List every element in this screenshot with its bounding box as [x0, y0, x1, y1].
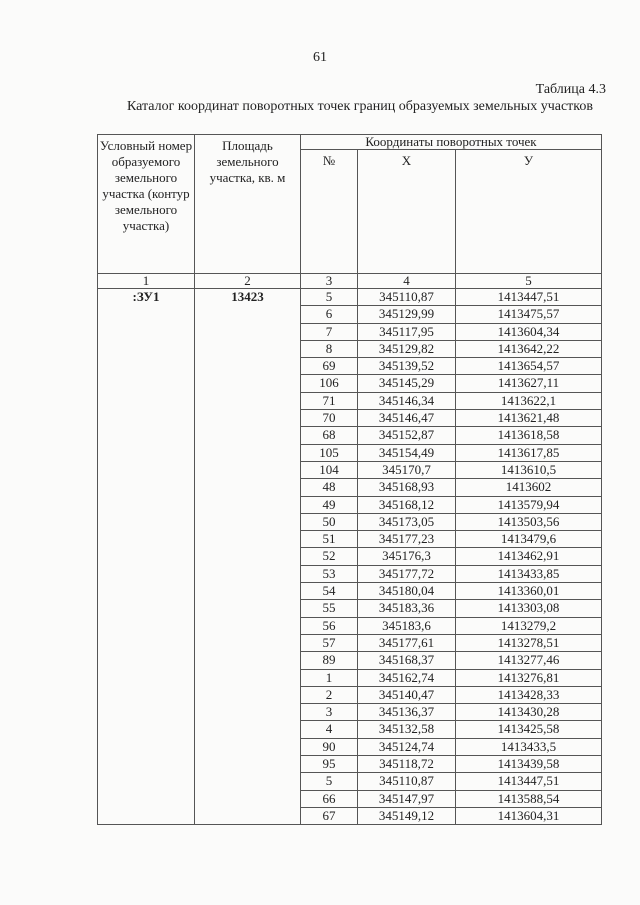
y-coordinate-cell: 1413604,31	[456, 807, 602, 824]
point-number-cell: 52	[301, 548, 358, 565]
y-coordinate-cell: 1413602	[456, 479, 602, 496]
y-coordinate-cell: 1413425,58	[456, 721, 602, 738]
table-label: Таблица 4.3	[535, 82, 606, 97]
y-coordinate-cell: 1413479,6	[456, 531, 602, 548]
point-number-cell: 6	[301, 306, 358, 323]
y-coordinate-cell: 1413447,51	[456, 289, 602, 306]
point-number-cell: 57	[301, 634, 358, 651]
y-coordinate-cell: 1413430,28	[456, 704, 602, 721]
point-number-cell: 89	[301, 652, 358, 669]
point-number-cell: 48	[301, 479, 358, 496]
x-coordinate-cell: 345129,99	[358, 306, 456, 323]
y-coordinate-cell: 1413439,58	[456, 756, 602, 773]
column-number: 5	[456, 274, 602, 289]
x-coordinate-cell: 345183,36	[358, 600, 456, 617]
table-caption: Каталог координат поворотных точек границ образуемых земельных участков	[127, 99, 593, 114]
y-coordinate-cell: 1413433,85	[456, 565, 602, 582]
point-number-cell: 106	[301, 375, 358, 392]
y-coordinate-cell: 1413604,34	[456, 323, 602, 340]
x-coordinate-cell: 345118,72	[358, 756, 456, 773]
point-number-cell: 105	[301, 444, 358, 461]
x-coordinate-cell: 345168,12	[358, 496, 456, 513]
x-coordinate-cell: 345177,23	[358, 531, 456, 548]
x-coordinate-cell: 345180,04	[358, 583, 456, 600]
point-number-cell: 5	[301, 289, 358, 306]
y-coordinate-cell: 1413279,2	[456, 617, 602, 634]
point-number-cell: 7	[301, 323, 358, 340]
point-number-cell: 1	[301, 669, 358, 686]
x-coordinate-cell: 345110,87	[358, 289, 456, 306]
y-coordinate-cell: 1413278,51	[456, 634, 602, 651]
parcel-area: 13423	[195, 289, 301, 825]
x-coordinate-cell: 345152,87	[358, 427, 456, 444]
point-number-cell: 56	[301, 617, 358, 634]
y-coordinate-cell: 1413475,57	[456, 306, 602, 323]
x-coordinate-cell: 345173,05	[358, 513, 456, 530]
header-x: X	[358, 150, 456, 274]
x-coordinate-cell: 345176,3	[358, 548, 456, 565]
point-number-cell: 55	[301, 600, 358, 617]
header-parcel-number: Условный номер образуемого земельного участка (контур земельного участка)	[98, 135, 195, 274]
point-number-cell: 70	[301, 410, 358, 427]
point-number-cell: 51	[301, 531, 358, 548]
x-coordinate-cell: 345170,7	[358, 461, 456, 478]
point-number-cell: 69	[301, 358, 358, 375]
parcel-id: :ЗУ1	[98, 289, 195, 825]
y-coordinate-cell: 1413618,58	[456, 427, 602, 444]
x-coordinate-cell: 345136,37	[358, 704, 456, 721]
column-number: 4	[358, 274, 456, 289]
y-coordinate-cell: 1413428,33	[456, 686, 602, 703]
y-coordinate-cell: 1413303,08	[456, 600, 602, 617]
header-area: Площадь земельного участка, кв. м	[195, 135, 301, 274]
y-coordinate-cell: 1413621,48	[456, 410, 602, 427]
table-row	[98, 289, 602, 306]
point-number-cell: 54	[301, 583, 358, 600]
point-number-cell: 90	[301, 738, 358, 755]
x-coordinate-cell: 345124,74	[358, 738, 456, 755]
column-number: 1	[98, 274, 195, 289]
header-point-number: №	[301, 150, 358, 274]
x-coordinate-cell: 345145,29	[358, 375, 456, 392]
point-number-cell: 67	[301, 807, 358, 824]
point-number-cell: 104	[301, 461, 358, 478]
x-coordinate-cell: 345177,72	[358, 565, 456, 582]
y-coordinate-cell: 1413447,51	[456, 773, 602, 790]
y-coordinate-cell: 1413503,56	[456, 513, 602, 530]
coordinates-table	[97, 134, 602, 825]
point-number-cell: 66	[301, 790, 358, 807]
table-body	[98, 289, 602, 825]
point-number-cell: 53	[301, 565, 358, 582]
x-coordinate-cell: 345168,93	[358, 479, 456, 496]
x-coordinate-cell: 345183,6	[358, 617, 456, 634]
column-number: 3	[301, 274, 358, 289]
point-number-cell: 50	[301, 513, 358, 530]
x-coordinate-cell: 345168,37	[358, 652, 456, 669]
x-coordinate-cell: 345110,87	[358, 773, 456, 790]
x-coordinate-cell: 345117,95	[358, 323, 456, 340]
x-coordinate-cell: 345149,12	[358, 807, 456, 824]
column-number-row	[98, 274, 602, 289]
point-number-cell: 71	[301, 392, 358, 409]
point-number-cell: 68	[301, 427, 358, 444]
page-number: 61	[313, 50, 327, 65]
y-coordinate-cell: 1413610,5	[456, 461, 602, 478]
x-coordinate-cell: 345140,47	[358, 686, 456, 703]
y-coordinate-cell: 1413617,85	[456, 444, 602, 461]
y-coordinate-cell: 1413277,46	[456, 652, 602, 669]
x-coordinate-cell: 345146,47	[358, 410, 456, 427]
x-coordinate-cell: 345147,97	[358, 790, 456, 807]
header-coordinates-group: Координаты поворотных точек	[301, 135, 602, 150]
x-coordinate-cell: 345129,82	[358, 340, 456, 357]
x-coordinate-cell: 345132,58	[358, 721, 456, 738]
y-coordinate-cell: 1413642,22	[456, 340, 602, 357]
point-number-cell: 8	[301, 340, 358, 357]
y-coordinate-cell: 1413579,94	[456, 496, 602, 513]
y-coordinate-cell: 1413462,91	[456, 548, 602, 565]
x-coordinate-cell: 345162,74	[358, 669, 456, 686]
y-coordinate-cell: 1413622,1	[456, 392, 602, 409]
y-coordinate-cell: 1413627,11	[456, 375, 602, 392]
point-number-cell: 3	[301, 704, 358, 721]
y-coordinate-cell: 1413588,54	[456, 790, 602, 807]
point-number-cell: 95	[301, 756, 358, 773]
column-number: 2	[195, 274, 301, 289]
x-coordinate-cell: 345177,61	[358, 634, 456, 651]
x-coordinate-cell: 345154,49	[358, 444, 456, 461]
y-coordinate-cell: 1413276,81	[456, 669, 602, 686]
header-y: У	[456, 150, 602, 274]
y-coordinate-cell: 1413360,01	[456, 583, 602, 600]
coordinates-table-wrapper	[97, 134, 602, 825]
point-number-cell: 4	[301, 721, 358, 738]
x-coordinate-cell: 345146,34	[358, 392, 456, 409]
point-number-cell: 49	[301, 496, 358, 513]
point-number-cell: 2	[301, 686, 358, 703]
y-coordinate-cell: 1413654,57	[456, 358, 602, 375]
y-coordinate-cell: 1413433,5	[456, 738, 602, 755]
x-coordinate-cell: 345139,52	[358, 358, 456, 375]
point-number-cell: 5	[301, 773, 358, 790]
